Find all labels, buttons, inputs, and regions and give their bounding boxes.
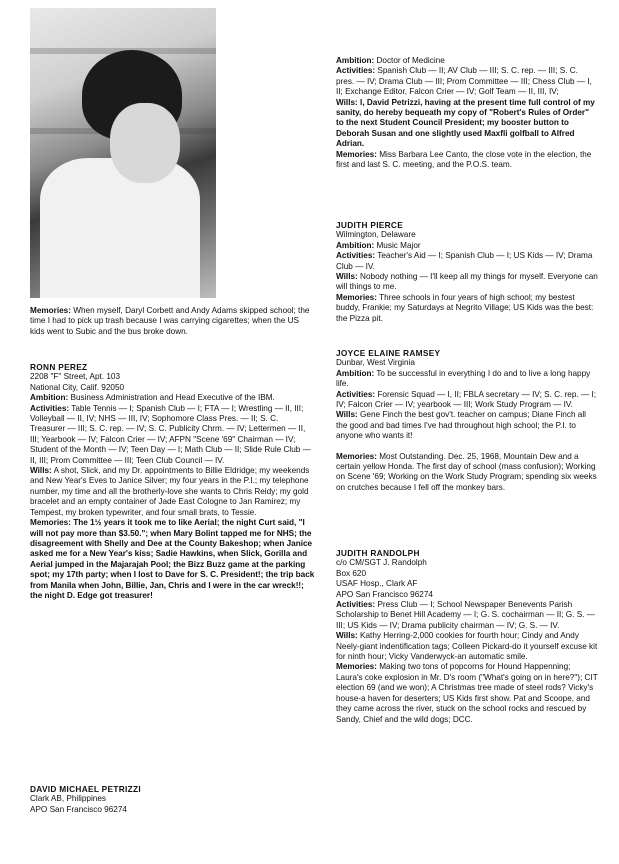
wills-label: Wills: [336, 272, 358, 282]
activities-label: Activities: [336, 600, 376, 610]
memories-label: Memories: [336, 451, 377, 461]
david-petrizzi-header [30, 784, 315, 815]
ambition-label: Ambition: [336, 240, 375, 250]
wills-label: Wills: [30, 466, 52, 476]
address-line: APO San Francisco 96274 [336, 589, 433, 599]
judith-pierce-entry [336, 220, 598, 324]
ambition-label: Ambition: [336, 56, 375, 65]
memories-top-entry [30, 306, 315, 337]
student-name: DAVID MICHAEL PETRIZZI [30, 784, 141, 794]
memories-label: Memories: [30, 306, 71, 315]
activities-text: Spanish Club — II; AV Club — III; S. C. rep. — III; S. C. pres. — IV; Drama Club — III; Prom Committee — III; Chess Club — I, II; Exchange Editor, Falcon Crier — IV; Golf Team — II, III, IV; [336, 66, 592, 97]
judith-randolph-entry [336, 548, 598, 725]
address-line: 2208 "F" Street, Apt. 103 [30, 372, 121, 382]
photo-face [110, 103, 180, 183]
memories-label: Memories: [336, 149, 377, 159]
student-name: JOYCE ELAINE RAMSEY [336, 348, 441, 358]
wills-label: Wills: [336, 97, 358, 107]
wills-text: A shot, Slick, and my Dr. appointments to Billie Eldridge; my weekends and New Year's Eves to Janice Silver; my four years in the P.I.; my telephone number, my time and all the brotherly-love she wants to Chris Reidy; my gold bracelet and an empty container of Jade East Cologne to Jan Ramirez; my Tempest, my broken typewriter, and four small brats, to Tessie. [30, 466, 310, 517]
wills-text: Nobody nothing — I'll keep all my things for myself. Everyone can will things to me. [336, 272, 598, 292]
david-petrizzi-entry [336, 56, 598, 170]
memories-label: Memories: [336, 662, 377, 672]
wills-label: Wills: [336, 410, 358, 420]
activities-label: Activities: [336, 66, 376, 76]
student-name: JUDITH PIERCE [336, 220, 404, 230]
activities-label: Activities: [336, 389, 376, 399]
wills-text: Kathy Herring-2,000 cookies for fourth hour; Cindy and Andy Neely-giant indentification tags; Colleen Pickard-do it yourself excuse kit for ninth hour; Vicky Vanderwyck-an automatic smile. [336, 631, 598, 662]
ronn-perez-entry [30, 362, 315, 601]
memories-text: When myself, Daryl Corbett and Andy Adams skipped school; the time I had to pick up trash because I was carrying cigarettes; when the US kids went to Subic and the bus broke down. [30, 306, 310, 336]
address-line: Wilmington, Delaware [336, 230, 416, 240]
senior-portrait-photo [30, 8, 216, 298]
photo-shirt [40, 158, 200, 298]
ambition-label: Ambition: [30, 393, 69, 403]
address-line: APO San Francisco 96274 [30, 804, 127, 814]
activities-label: Activities: [30, 403, 70, 413]
ambition-label: Ambition: [336, 368, 375, 378]
memories-text: Three schools in four years of high school; my bestest buddy, Frankie; my Saturdays at Negrito Village; US Kids was the best: the Pizza pit. [336, 292, 594, 323]
address-line: National City, Calif. 92050 [30, 382, 125, 392]
student-name: JUDITH RANDOLPH [336, 548, 420, 558]
memories-text: Miss Barbara Lee Canto, the close vote in the election, the first and last S. C. meeting, and the P.O.S. team. [336, 149, 592, 170]
wills-text: Gene Finch the best gov't. teacher on campus; Diane Finch all the good and bad times I've had throughout high school; the P.I. to anyone who wants it! [336, 410, 586, 441]
memories-label: Memories: [30, 518, 71, 528]
ambition-text: Music Major [376, 240, 421, 250]
ambition-text: Business Administration and Head Executive of the IBM. [70, 393, 275, 403]
wills-text: I, David Petrizzi, having at the present time full control of my sanity, do hereby bequeath my copy of "Robert's Rules of Order" to the next Student Council President; my booster button to Deborah Susan and one slightly used Maxfli golfball to Alfred Adrian. [336, 97, 595, 149]
address-line: c/o CM/SGT J. Randolph [336, 558, 427, 568]
student-name: RONN PEREZ [30, 362, 88, 372]
activities-text: Press Club — I; School Newspaper Benevents Parish Scholarship to Benet Hill Academy — I; G. S. cochairman — II; G. S. — III; US Kids — IV; Drama publicity chairman — IV; G. S. — IV. [336, 600, 595, 630]
memories-text: Most Outstanding. Dec. 25, 1968, Mountain Dew and a certain yellow Honda. The first day of school (mass confusion); Working on Scene '69; Working on the Work Study Program; spending six weeks on crutches because I fell off the monkey bars. [336, 451, 597, 492]
wills-label: Wills: [336, 631, 358, 641]
address-line: Clark AB, Philippines [30, 794, 106, 804]
memories-text: The 1½ years it took me to like Aerial; the night Curt said, "I will not pay more than $3.50."; when Mary Bolint tapped me for NHS; the disagreement with Shelly and Dee at the County Bakeshop; when Janice asked me for a New Year's kiss; Sadie Hawkins, when Slick, Gorilla and Aerial jumped in the Majarajah Pool; the Bizz Buzz game at the parking spot; my 17th party; when I lost to Dave for S. C. President!; the trip back from Manila when John, Billie, Jan, Chris and I were in the car wreck!!; the night D. Edge got treasurer! [30, 518, 315, 600]
address-line: Box 620 [336, 568, 367, 578]
joyce-ramsey-entry [336, 348, 598, 493]
activities-text: Teacher's Aid — I; Spanish Club — I; US Kids — IV; Drama Club — IV. [336, 251, 593, 271]
activities-label: Activities: [336, 251, 376, 261]
ambition-text: Doctor of Medicine [376, 56, 445, 65]
ambition-text: To be successful in everything I do and to live a long happy life. [336, 368, 591, 389]
activities-text: Forensic Squad — I, II; FBLA secretary — IV; S. C. rep. — I; IV; Falcon Crier — IV; yearbook — III; Work Study Program — IV. [336, 389, 596, 410]
memories-text: Making two tons of popcorns for Hound Happenning; Laura's coke explosion in Mr. D's room ("What's going on in here?"); CIT election 69 (and we won); A Christmas tree made of steel rods? Vicky's house-a haven for deserters; US Kids first show. Pat and Scoope, and they came across the river, stuck on the school rocks and rescued by Sandy, Chief and the wild dogs; DCC. [336, 662, 598, 724]
address-line: USAF Hosp., Clark AF [336, 579, 418, 589]
activities-text: Table Tennis — I; Spanish Club — I; FTA — I; Wrestling — II, III; Volleyball — II, IV; NHS — III, IV; Sophomore Class Pres. — II; S. C. Treasurer — III; S. C. rep. — IV; S. C. Publicity Chrm. — IV; Lettermen — II, III; Yearbook — IV; Falcon Crier — IV; AFPN "Scene '69" Chairman — IV; Student of the Month — IV; Teen Day — I; Math Club — II; Slide Rule Club — II, III; Prom Committee — III; Teen Club Council — IV. [30, 403, 311, 465]
memories-label: Memories: [336, 292, 377, 302]
address-line: Dunbar, West Virginia [336, 358, 415, 368]
